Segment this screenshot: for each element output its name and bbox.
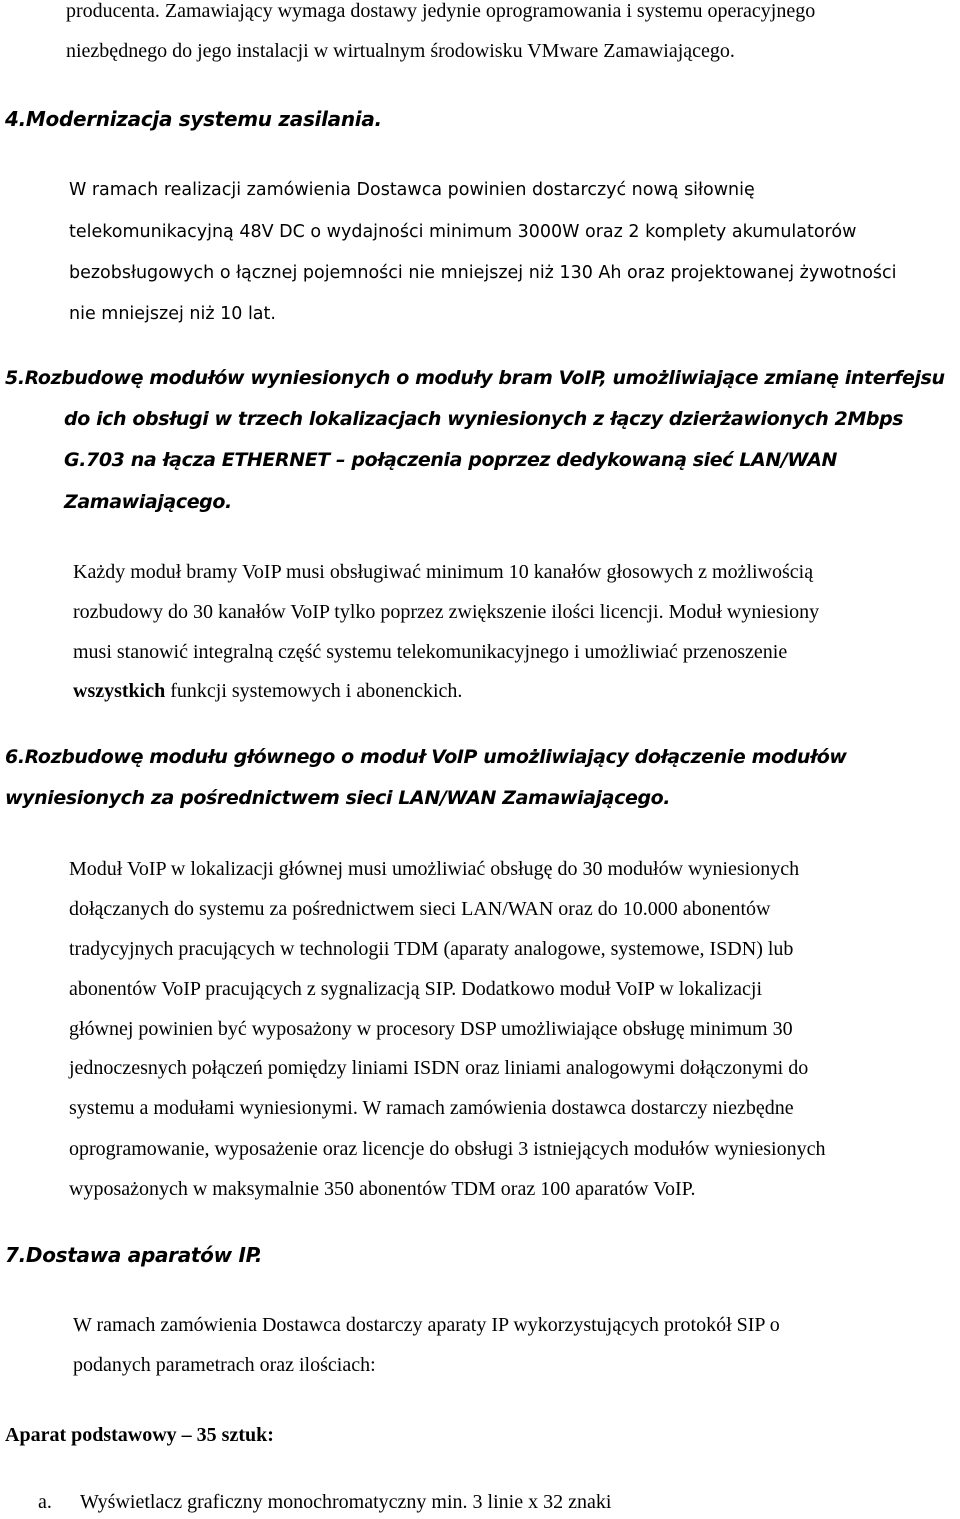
paragraph-line: musi stanowić integralną część systemu telekomunikacyjnego i umożliwiać przenoszenie — [73, 641, 788, 663]
paragraph-line: producenta. Zamawiający wymaga dostawy jedynie oprogramowania i systemu operacyjnego — [66, 0, 816, 22]
paragraph-line: jednoczesnych połączeń pomiędzy liniami ISDN oraz liniami analogowymi dołączonymi do — [69, 1057, 809, 1079]
paragraph-line: W ramach zamówienia Dostawca dostarczy aparaty IP wykorzystujących protokół SIP o — [73, 1314, 780, 1336]
bold-word: wszystkich — [73, 680, 166, 702]
paragraph-line: Moduł VoIP w lokalizacji głównej musi umożliwiać obsługę do 30 modułów wyniesionych — [69, 858, 800, 880]
paragraph-line: Każdy moduł bramy VoIP musi obsługiwać minimum 10 kanałów głosowych z możliwością — [73, 561, 814, 583]
paragraph-line: głównej powinien być wyposażony w procesory DSP umożliwiające obsługę minimum 30 — [69, 1018, 793, 1040]
list-item: Wyświetlacz graficzny monochromatyczny min. 3 linie x 32 znaki — [80, 1491, 612, 1513]
paragraph-line: podanych parametrach oraz ilościach: — [73, 1354, 376, 1376]
section-heading: Zamawiającego. — [64, 491, 232, 513]
section-heading: 4.Modernizacja systemu zasilania. — [5, 107, 382, 131]
paragraph-line: rozbudowy do 30 kanałów VoIP tylko poprzez zwiększenie ilości licencji. Moduł wyniesiony — [73, 601, 820, 623]
section-heading: 7.Dostawa aparatów IP. — [5, 1243, 263, 1267]
section-heading: wyniesionych za pośrednictwem sieci LAN/WAN Zamawiającego. — [5, 787, 671, 809]
paragraph-line: bezobsługowych o łącznej pojemności nie mniejszej niż 130 Ah oraz projektowanej żywotności — [69, 263, 897, 283]
section-heading: do ich obsługi w trzech lokalizacjach wyniesionych z łączy dzierżawionych 2Mbps — [64, 408, 904, 430]
paragraph-line: W ramach realizacji zamówienia Dostawca powinien dostarczyć nową siłownię — [69, 180, 755, 200]
paragraph-line: niezbędnego do jego instalacji w wirtualnym środowisku VMware Zamawiającego. — [66, 40, 735, 62]
paragraph-line: systemu a modułami wyniesionymi. W ramach zamówienia dostawca dostarczy niezbędne — [69, 1097, 794, 1119]
paragraph-text: funkcji systemowych i abonenckich. — [165, 680, 463, 702]
paragraph-line: nie mniejszej niż 10 lat. — [69, 304, 276, 324]
paragraph-line: oprogramowanie, wyposażenie oraz licencje do obsługi 3 istniejących modułów wyniesionych — [69, 1138, 826, 1160]
paragraph-line: telekomunikacyjną 48V DC o wydajności minimum 3000W oraz 2 komplety akumulatorów — [69, 222, 857, 242]
section-heading: 5.Rozbudowę modułów wyniesionych o moduły bram VoIP, umożliwiające zmianę interfejsu — [5, 367, 945, 389]
subheading: Aparat podstawowy – 35 sztuk: — [5, 1424, 274, 1446]
section-heading: 6.Rozbudowę modułu głównego o moduł VoIP umożliwiający dołączenie modułów — [5, 746, 847, 768]
paragraph-line: wyposażonych w maksymalnie 350 abonentów TDM oraz 100 aparatów VoIP. — [69, 1178, 696, 1200]
paragraph-line: tradycyjnych pracujących w technologii TDM (aparaty analogowe, systemowe, ISDN) lub — [69, 938, 794, 960]
paragraph-line: dołączanych do systemu za pośrednictwem sieci LAN/WAN oraz do 10.000 abonentów — [69, 898, 771, 920]
paragraph-line: abonentów VoIP pracujących z sygnalizacją SIP. Dodatkowo moduł VoIP w lokalizacji — [69, 978, 763, 1000]
paragraph-line — [73, 681, 462, 701]
section-heading: G.703 na łącza ETHERNET – połączenia poprzez dedykowaną sieć LAN/WAN — [64, 449, 838, 471]
list-marker: a. — [38, 1491, 52, 1513]
